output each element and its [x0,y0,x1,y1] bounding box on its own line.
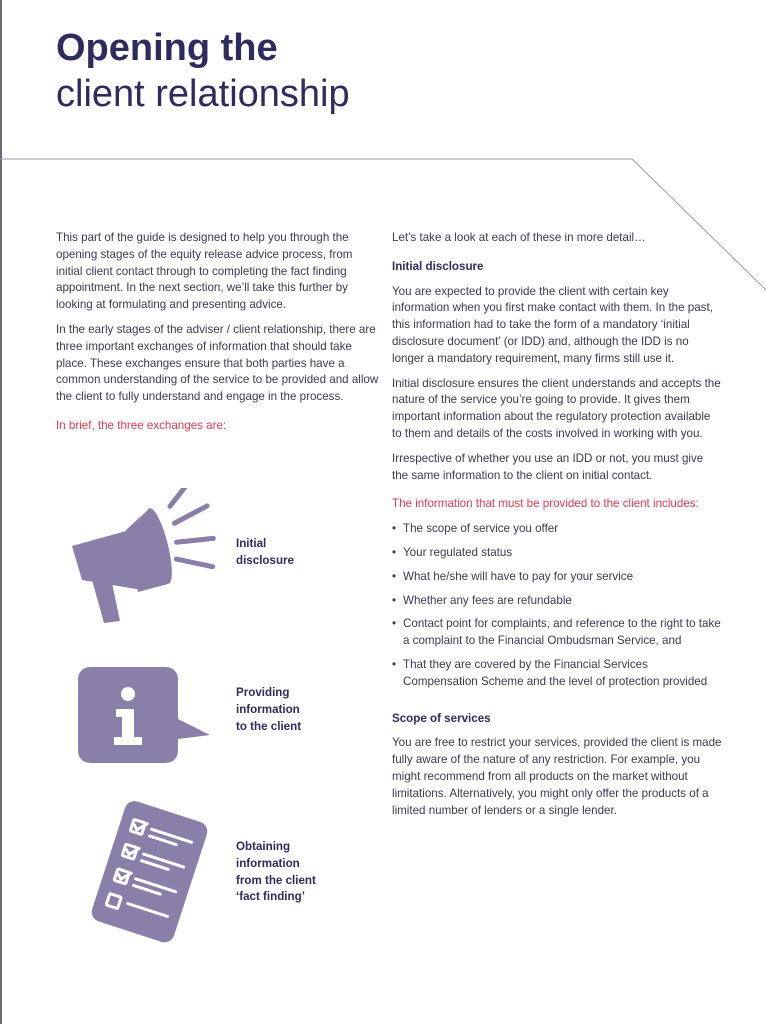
exchange-providing-information [78,667,218,767]
required-information-list [392,521,722,690]
initial-disclosure-paragraph-3: Irrespective of whether you use an IDD or not, you must give the same information to the client on initial contact. [392,451,704,482]
scope-heading: Scope of services [392,711,491,725]
list-item: • Contact point for complaints, and reference to the right to take a complaint to the Financial Ombudsman Service, and [392,616,722,650]
brief-heading: In brief, the three exchanges are: [56,418,227,432]
initial-disclosure-paragraph-1: You are expected to provide the client with certain key information when you first make contact with them. In the past, this information had to take the form of a mandatory ‘initial disclosure document’ (or IDD) and, although the IDD is no longer a mandatory requirement, many firms still use it. [392,284,713,365]
must-provide-heading: The information that must be provided to the client includes: [392,497,699,511]
exchange-label-initial-disclosure: Initial disclosure [236,537,294,567]
checklist-icon [82,800,212,946]
detail-intro: Let’s take a look at each of these in more detail… [392,231,646,244]
megaphone-icon [68,488,218,628]
list-item: • Your regulated status [392,545,722,562]
initial-disclosure-paragraph-2: Initial disclosure ensures the client understands and accepts the nature of the service you’re going to provide. It gives them important information about the regulatory protection available to them and details of the costs involved in working with you. [392,376,721,440]
list-item: • That they are covered by the Financial Services Compensation Scheme and the level of protection provided [392,657,722,691]
left-column [56,230,381,443]
page-title: Opening the [56,27,278,69]
intro-paragraph: This part of the guide is designed to help you through the opening stages of the equity release advice process, from initial client contact through to completing the fact finding appointment. In the next section, we’ll take this further by looking at formulating and presenting advice. [56,231,353,312]
exchange-label-fact-finding: Obtaining information from the client ‘fact finding’ [236,840,316,904]
list-item: • The scope of service you offer [392,521,722,538]
scope-paragraph: You are free to restrict your services, provided the client is made fully aware of the nature of any restriction. For example, you might recommend from all products on the market without limitations. Alternatively, you might only offer the products of a limited number of lenders or a single lender. [392,736,722,817]
right-column [392,230,722,827]
initial-disclosure-heading: Initial disclosure [392,259,484,273]
exchanges-paragraph: In the early stages of the adviser / client relationship, there are three important exchanges of information that should take place. These exchanges ensure that both parties have a common understanding of the service to be provided and allow the client to fully understand and engage in the process. [56,322,379,404]
list-item: • Whether any fees are refundable [392,593,722,610]
information-icon [78,667,218,767]
exchange-fact-finding [82,800,212,946]
page-subtitle: client relationship [56,73,350,115]
exchange-label-providing-information: Providing information to the client [236,686,302,733]
list-item: • What he/she will have to pay for your service [392,569,722,586]
exchange-initial-disclosure [68,488,218,628]
